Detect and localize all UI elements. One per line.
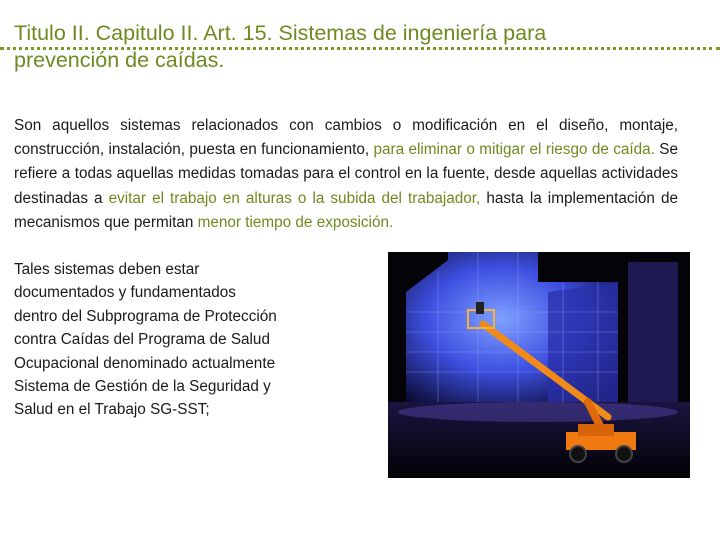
highlight-eliminar-riesgo: para eliminar o mitigar el riesgo de caída. [373,141,655,159]
paragraph-text-1: Son aquellos sistemas relacionados con cambios o modificación en el diseño, montaje, construcción, instalación, puesta en funcionamiento, [14,117,678,159]
side-line: Sistema de Gestión de la Seguridad y [14,378,271,396]
side-line: Salud en el Trabajo SG-SST; [14,401,210,419]
side-line: documentados y fundamentados [14,284,236,302]
side-line: Tales sistemas deben estar [14,261,200,278]
highlight-menor-exposicion: menor tiempo de exposición. [197,213,394,231]
side-paragraph [14,258,374,422]
title-dotted-divider [0,47,720,50]
side-line: dentro del Subprograma de Protección [14,307,277,325]
aerial-lift-illustration [388,252,690,478]
title-line-1: Titulo II. Capitulo II. Art. 15. Sistemas de ingeniería para [14,21,547,45]
highlight-evitar-alturas: evitar el trabajo en alturas o la subida del trabajador, [108,189,481,207]
title-line-2: prevención de caídas. [14,48,225,72]
side-line: contra Caídas del Programa de Salud [14,331,270,349]
paragraph-text-2: Se refiere a todas aquellas medidas tomadas para el control en la fuente, desde aquellas actividades destinadas a [14,141,679,207]
aerial-lift-photo [388,252,690,478]
worker [476,302,484,314]
side-line: Ocupacional denominado actualmente [14,354,276,372]
paragraph-text-3: hasta la implementación de mecanismos que permitan [14,189,679,231]
body-paragraph [14,114,678,235]
